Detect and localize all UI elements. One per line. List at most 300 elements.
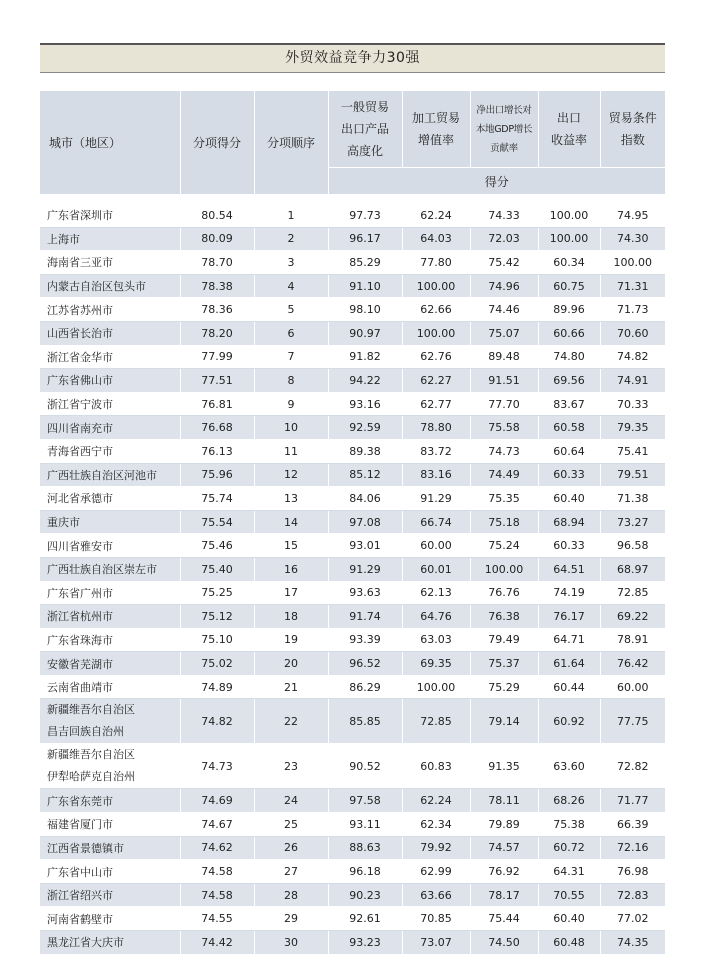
cell-c1: 90.52 [328,744,402,789]
cell-c2: 91.29 [402,487,470,511]
cell-c4: 60.33 [538,534,600,558]
cell-c2: 60.01 [402,557,470,581]
cell-c2: 70.85 [402,907,470,931]
table-row [40,883,665,907]
header-processing: 加工贸易 增值率 [402,91,470,168]
cell-score: 74.67 [180,813,254,837]
table-row [40,534,665,558]
cell-c3: 74.96 [470,274,538,298]
cell-c3: 100.00 [470,557,538,581]
table-row [40,204,665,227]
city-name-line: 河北省承德市 [47,492,113,506]
cell-c4: 76.17 [538,605,600,629]
cell-c2: 60.83 [402,744,470,789]
cell-c1: 84.06 [328,487,402,511]
city-name-line: 内蒙古自治区包头市 [47,280,146,294]
cell-c4: 83.67 [538,392,600,416]
city-name-line: 新疆维吾尔自治区 [47,703,135,717]
header-score: 分项得分 [180,91,254,194]
cell-score: 75.12 [180,605,254,629]
cell-city [40,534,180,558]
cell-rank: 7 [254,345,328,369]
title-bottom-rule [40,72,665,73]
cell-score: 75.74 [180,487,254,511]
cell-score: 77.51 [180,369,254,393]
table-row [40,369,665,393]
table-row [40,699,665,744]
cell-city [40,860,180,884]
header-subscore: 得分 [328,168,665,195]
cell-c1: 96.52 [328,652,402,676]
cell-c3: 91.35 [470,744,538,789]
cell-c3: 74.46 [470,298,538,322]
cell-c5: 74.35 [600,931,665,955]
cell-c4: 74.19 [538,581,600,605]
cell-c3: 74.49 [470,463,538,487]
city-name-line: 上海市 [47,232,80,246]
cell-city [40,789,180,813]
table-row [40,298,665,322]
cell-city [40,744,180,789]
cell-city [40,392,180,416]
city-name-line: 广东省中山市 [47,865,113,879]
cell-c2: 100.00 [402,274,470,298]
city-name-line: 安徽省芜湖市 [47,657,113,671]
cell-c4: 68.94 [538,510,600,534]
cell-c1: 91.10 [328,274,402,298]
cell-rank: 5 [254,298,328,322]
cell-city [40,931,180,955]
city-name-line: 云南省曲靖市 [47,681,113,695]
table-row [40,652,665,676]
cell-rank: 4 [254,274,328,298]
cell-c1: 97.08 [328,510,402,534]
cell-score: 75.96 [180,463,254,487]
cell-score: 78.38 [180,274,254,298]
cell-score: 74.89 [180,675,254,699]
cell-rank: 6 [254,321,328,345]
cell-c1: 97.73 [328,204,402,227]
cell-city [40,204,180,227]
cell-c2: 63.66 [402,883,470,907]
table-row [40,675,665,699]
header-net-export: 净出口增长对 本地GDP增长 贡献率 [470,91,538,168]
city-name-line: 广东省佛山市 [47,374,113,388]
city-name-line: 广西壮族自治区河池市 [47,468,157,482]
cell-score: 75.40 [180,557,254,581]
cell-c4: 63.60 [538,744,600,789]
cell-c5: 71.73 [600,298,665,322]
cell-c1: 85.29 [328,251,402,275]
cell-c2: 83.72 [402,439,470,463]
cell-c2: 77.80 [402,251,470,275]
cell-c1: 93.16 [328,392,402,416]
city-name-line: 广东省珠海市 [47,633,113,647]
cell-city [40,813,180,837]
cell-c2: 79.92 [402,836,470,860]
table-row [40,227,665,251]
cell-rank: 8 [254,369,328,393]
table-row [40,813,665,837]
city-name-line: 浙江省宁波市 [47,398,113,412]
cell-city [40,251,180,275]
cell-c2: 72.85 [402,699,470,744]
title-bar [40,43,665,73]
cell-c4: 60.33 [538,463,600,487]
city-name-line: 伊犁哈萨克自治州 [47,770,135,784]
cell-c5: 73.27 [600,510,665,534]
cell-rank: 14 [254,510,328,534]
header-rank: 分项顺序 [254,91,328,194]
cell-c5: 70.60 [600,321,665,345]
cell-c1: 90.23 [328,883,402,907]
cell-score: 77.99 [180,345,254,369]
cell-c4: 100.00 [538,204,600,227]
table-row [40,605,665,629]
cell-c1: 97.58 [328,789,402,813]
cell-c2: 62.24 [402,204,470,227]
cell-c2: 62.27 [402,369,470,393]
cell-c5: 78.91 [600,628,665,652]
cell-c1: 93.11 [328,813,402,837]
header-export-return: 出口 收益率 [538,91,600,168]
cell-c3: 74.57 [470,836,538,860]
cell-c2: 64.76 [402,605,470,629]
cell-c5: 74.82 [600,345,665,369]
cell-c4: 60.58 [538,416,600,440]
cell-c5: 71.31 [600,274,665,298]
cell-c5: 79.51 [600,463,665,487]
cell-c3: 75.18 [470,510,538,534]
cell-rank: 24 [254,789,328,813]
cell-city [40,487,180,511]
cell-city [40,628,180,652]
cell-c2: 78.80 [402,416,470,440]
cell-c3: 77.70 [470,392,538,416]
cell-c1: 90.97 [328,321,402,345]
cell-c3: 75.29 [470,675,538,699]
cell-rank: 12 [254,463,328,487]
city-name-line: 四川省南充市 [47,421,113,435]
cell-c5: 71.77 [600,789,665,813]
city-name-line: 山西省长治市 [47,327,113,341]
cell-rank: 26 [254,836,328,860]
city-name-line: 江苏省苏州市 [47,303,113,317]
cell-c4: 60.92 [538,699,600,744]
cell-c3: 75.07 [470,321,538,345]
cell-c5: 71.38 [600,487,665,511]
city-name-line: 新疆维吾尔自治区 [47,748,135,762]
cell-c3: 75.44 [470,907,538,931]
cell-rank: 29 [254,907,328,931]
cell-score: 80.09 [180,227,254,251]
table-row [40,439,665,463]
cell-c5: 70.33 [600,392,665,416]
table-row [40,487,665,511]
cell-c2: 64.03 [402,227,470,251]
table-header [40,91,665,194]
cell-score: 80.54 [180,204,254,227]
cell-c3: 89.48 [470,345,538,369]
cell-score: 74.69 [180,789,254,813]
cell-city [40,463,180,487]
cell-score: 76.68 [180,416,254,440]
cell-c3: 76.92 [470,860,538,884]
cell-c3: 75.42 [470,251,538,275]
cell-c1: 93.63 [328,581,402,605]
cell-score: 74.62 [180,836,254,860]
cell-city [40,369,180,393]
cell-c4: 64.71 [538,628,600,652]
table-row [40,860,665,884]
cell-c4: 60.40 [538,907,600,931]
cell-c4: 60.48 [538,931,600,955]
cell-c3: 75.35 [470,487,538,511]
cell-c1: 93.23 [328,931,402,955]
cell-score: 75.25 [180,581,254,605]
cell-c3: 78.17 [470,883,538,907]
city-name-line: 海南省三亚市 [47,256,113,270]
cell-city [40,416,180,440]
cell-city [40,883,180,907]
cell-c3: 76.76 [470,581,538,605]
cell-city [40,321,180,345]
cell-c5: 79.35 [600,416,665,440]
cell-score: 74.82 [180,699,254,744]
cell-c5: 72.16 [600,836,665,860]
cell-rank: 9 [254,392,328,416]
cell-c4: 60.72 [538,836,600,860]
cell-c1: 89.38 [328,439,402,463]
cell-c5: 69.22 [600,605,665,629]
cell-c5: 74.95 [600,204,665,227]
cell-c2: 73.07 [402,931,470,955]
cell-c3: 78.11 [470,789,538,813]
cell-c4: 64.31 [538,860,600,884]
city-name-line: 浙江省绍兴市 [47,889,113,903]
cell-c5: 75.41 [600,439,665,463]
cell-rank: 11 [254,439,328,463]
cell-city [40,836,180,860]
table-row [40,907,665,931]
header-city: 城市（地区） [40,91,180,194]
city-name-line: 青海省西宁市 [47,445,113,459]
cell-c2: 66.74 [402,510,470,534]
cell-c3: 75.24 [470,534,538,558]
table-row [40,789,665,813]
cell-c3: 76.38 [470,605,538,629]
cell-c2: 100.00 [402,321,470,345]
cell-c5: 100.00 [600,251,665,275]
cell-rank: 15 [254,534,328,558]
cell-rank: 21 [254,675,328,699]
cell-rank: 20 [254,652,328,676]
city-name-line: 黑龙江省大庆市 [47,936,124,950]
city-name-line: 河南省鹤壁市 [47,912,113,926]
cell-c5: 77.02 [600,907,665,931]
cell-c1: 96.18 [328,860,402,884]
cell-c4: 75.38 [538,813,600,837]
cell-rank: 17 [254,581,328,605]
cell-c1: 93.39 [328,628,402,652]
table-body [40,194,665,954]
cell-city [40,605,180,629]
cell-c5: 72.85 [600,581,665,605]
cell-c4: 68.26 [538,789,600,813]
cell-c5: 76.98 [600,860,665,884]
table-row [40,557,665,581]
cell-rank: 2 [254,227,328,251]
cell-c1: 92.61 [328,907,402,931]
cell-rank: 27 [254,860,328,884]
cell-c4: 64.51 [538,557,600,581]
city-name-line: 重庆市 [47,516,80,530]
cell-c3: 79.49 [470,628,538,652]
city-name-line: 四川省雅安市 [47,539,113,553]
cell-rank: 18 [254,605,328,629]
cell-c2: 100.00 [402,675,470,699]
table-row [40,510,665,534]
table-row [40,581,665,605]
ranking-table [40,91,665,955]
cell-rank: 3 [254,251,328,275]
cell-c2: 62.99 [402,860,470,884]
table-row [40,321,665,345]
table-row [40,274,665,298]
cell-city [40,274,180,298]
cell-score: 74.55 [180,907,254,931]
city-name-line: 广西壮族自治区崇左市 [47,563,157,577]
cell-c1: 93.01 [328,534,402,558]
cell-c5: 76.42 [600,652,665,676]
cell-city [40,227,180,251]
cell-c1: 98.10 [328,298,402,322]
cell-c1: 91.29 [328,557,402,581]
cell-city [40,345,180,369]
cell-score: 78.70 [180,251,254,275]
cell-score: 75.02 [180,652,254,676]
cell-c3: 79.14 [470,699,538,744]
cell-c1: 92.59 [328,416,402,440]
cell-score: 74.58 [180,860,254,884]
cell-c2: 69.35 [402,652,470,676]
cell-city [40,510,180,534]
cell-c3: 91.51 [470,369,538,393]
table-row [40,836,665,860]
cell-score: 76.81 [180,392,254,416]
table-row [40,628,665,652]
cell-c4: 70.55 [538,883,600,907]
cell-score: 75.54 [180,510,254,534]
cell-c2: 60.00 [402,534,470,558]
cell-c4: 61.64 [538,652,600,676]
cell-c5: 96.58 [600,534,665,558]
cell-city [40,557,180,581]
cell-c1: 91.74 [328,605,402,629]
cell-rank: 25 [254,813,328,837]
cell-city [40,298,180,322]
cell-rank: 16 [254,557,328,581]
cell-c2: 63.03 [402,628,470,652]
cell-rank: 13 [254,487,328,511]
header-sophistication: 一般贸易 出口产品 高度化 [328,91,402,168]
cell-city [40,581,180,605]
cell-c1: 96.17 [328,227,402,251]
cell-c4: 60.75 [538,274,600,298]
cell-rank: 1 [254,204,328,227]
cell-c2: 62.66 [402,298,470,322]
cell-c5: 77.75 [600,699,665,744]
cell-c2: 83.16 [402,463,470,487]
table-row [40,345,665,369]
cell-c2: 62.24 [402,789,470,813]
cell-c3: 74.50 [470,931,538,955]
cell-rank: 23 [254,744,328,789]
cell-c4: 89.96 [538,298,600,322]
cell-c4: 60.64 [538,439,600,463]
cell-c5: 60.00 [600,675,665,699]
cell-score: 75.46 [180,534,254,558]
cell-city [40,652,180,676]
page-title: 外贸效益竞争力30强 [40,45,665,72]
cell-rank: 19 [254,628,328,652]
table-row [40,463,665,487]
cell-c5: 74.91 [600,369,665,393]
city-name-line: 福建省厦门市 [47,818,113,832]
cell-rank: 28 [254,883,328,907]
city-name-line: 浙江省金华市 [47,350,113,364]
table-row [40,931,665,955]
header-terms-of-trade: 贸易条件 指数 [600,91,665,168]
table-row [40,251,665,275]
cell-c3: 74.73 [470,439,538,463]
cell-c4: 60.66 [538,321,600,345]
cell-score: 78.36 [180,298,254,322]
cell-score: 76.13 [180,439,254,463]
city-name-line: 广东省广州市 [47,586,113,600]
cell-c1: 85.85 [328,699,402,744]
cell-c2: 62.77 [402,392,470,416]
cell-city [40,907,180,931]
cell-c2: 62.13 [402,581,470,605]
cell-rank: 10 [254,416,328,440]
cell-c4: 60.34 [538,251,600,275]
cell-c4: 74.80 [538,345,600,369]
cell-c3: 74.33 [470,204,538,227]
city-name-line: 广东省东莞市 [47,794,113,808]
cell-c1: 85.12 [328,463,402,487]
city-name-line: 浙江省杭州市 [47,610,113,624]
table-row [40,416,665,440]
cell-city [40,675,180,699]
cell-score: 74.42 [180,931,254,955]
cell-rank: 22 [254,699,328,744]
cell-c1: 91.82 [328,345,402,369]
table-row [40,392,665,416]
cell-c4: 69.56 [538,369,600,393]
cell-c2: 62.76 [402,345,470,369]
cell-c5: 72.83 [600,883,665,907]
cell-rank: 30 [254,931,328,955]
cell-city [40,439,180,463]
city-name-line: 江西省景德镇市 [47,841,124,855]
cell-c3: 75.37 [470,652,538,676]
cell-c3: 79.89 [470,813,538,837]
cell-c3: 72.03 [470,227,538,251]
cell-c5: 72.82 [600,744,665,789]
cell-score: 78.20 [180,321,254,345]
cell-c5: 68.97 [600,557,665,581]
